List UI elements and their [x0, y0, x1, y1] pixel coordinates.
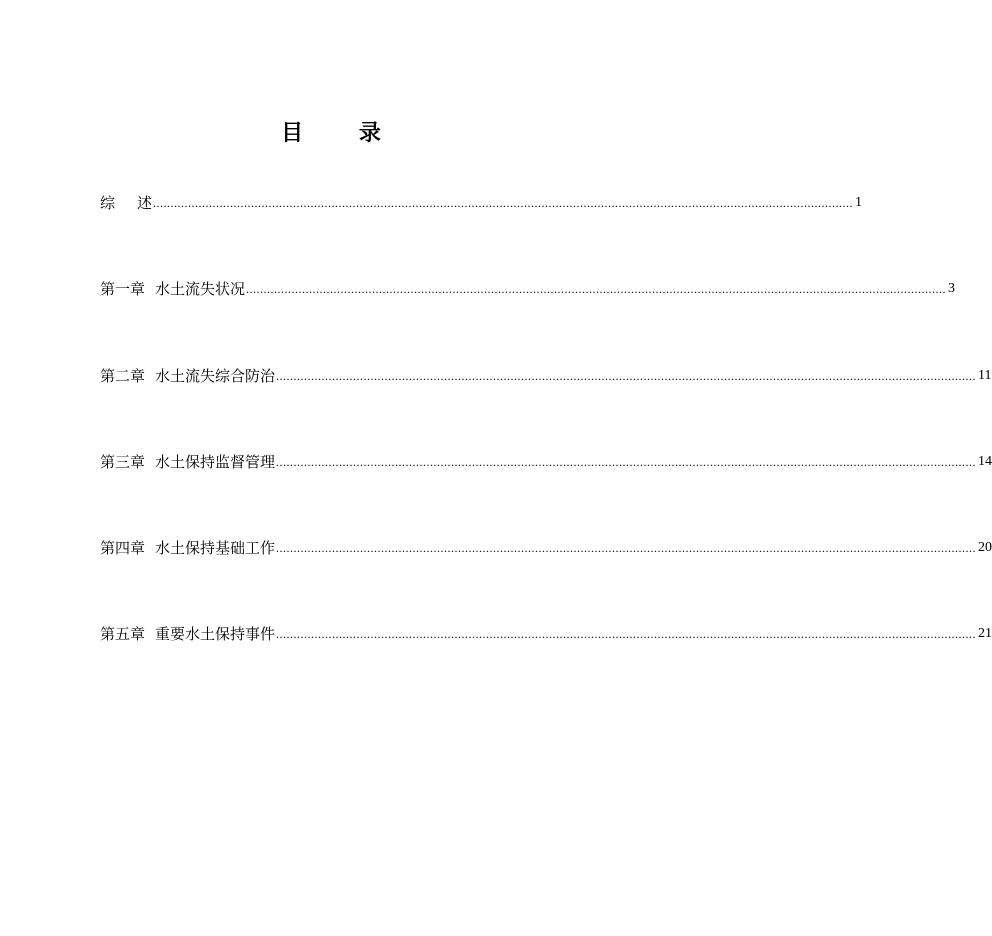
toc-entry-chapter-5[interactable]: [100, 623, 992, 645]
toc-entry-name: 水土保持监督管理: [155, 453, 276, 471]
toc-entry-chapter-3[interactable]: [100, 451, 992, 473]
dot-leader: ........................................................................................................................................................................................................: [276, 541, 977, 555]
toc-entry-page-number: 14: [978, 454, 992, 469]
toc-entry-name: 水土流失状况: [155, 280, 246, 298]
toc-entry-name: 述: [137, 194, 153, 212]
toc-entry-title: [100, 451, 275, 473]
dot-leader: ........................................................................................................................................................................................................: [246, 282, 947, 296]
dot-leader: ........................................................................................................................................................................................................: [276, 455, 977, 469]
toc-entry-chapter: 第一章: [100, 280, 146, 298]
toc-entry-title: [100, 192, 152, 214]
toc-entry-overview[interactable]: [100, 192, 863, 214]
toc-entry-chapter: 第五章: [100, 625, 146, 643]
toc-entry-title: [100, 365, 275, 387]
dot-leader: ........................................................................................................................................................................................................: [153, 196, 854, 210]
toc-entry-page-number: 20: [978, 540, 992, 555]
toc-entry-page-number: 21: [978, 626, 992, 641]
toc-entry-name: 水土保持基础工作: [155, 539, 276, 557]
toc-entry-chapter: 第四章: [100, 539, 146, 557]
toc-entry-name: 水土流失综合防治: [155, 367, 276, 385]
toc-entry-name: 重要水土保持事件: [155, 625, 276, 643]
toc-entry-chapter: 综: [100, 194, 116, 212]
toc-entry-page-number: 11: [978, 368, 992, 383]
page-title: 目 录: [281, 121, 405, 146]
dot-leader: ........................................................................................................................................................................................................: [276, 369, 977, 383]
toc-entry-chapter-1[interactable]: [100, 278, 956, 300]
toc-entry-chapter-4[interactable]: [100, 537, 992, 559]
toc-entry-chapter: 第二章: [100, 367, 146, 385]
toc-entry-title: [100, 537, 275, 559]
toc-entry-chapter-2[interactable]: [100, 365, 992, 387]
dot-leader: ........................................................................................................................................................................................................: [276, 627, 977, 641]
toc-entry-chapter: 第三章: [100, 453, 146, 471]
toc-entry-page-number: 3: [948, 281, 956, 296]
toc-entry-title: [100, 278, 245, 300]
toc-entry-page-number: 1: [855, 195, 863, 210]
toc-entry-title: [100, 623, 275, 645]
